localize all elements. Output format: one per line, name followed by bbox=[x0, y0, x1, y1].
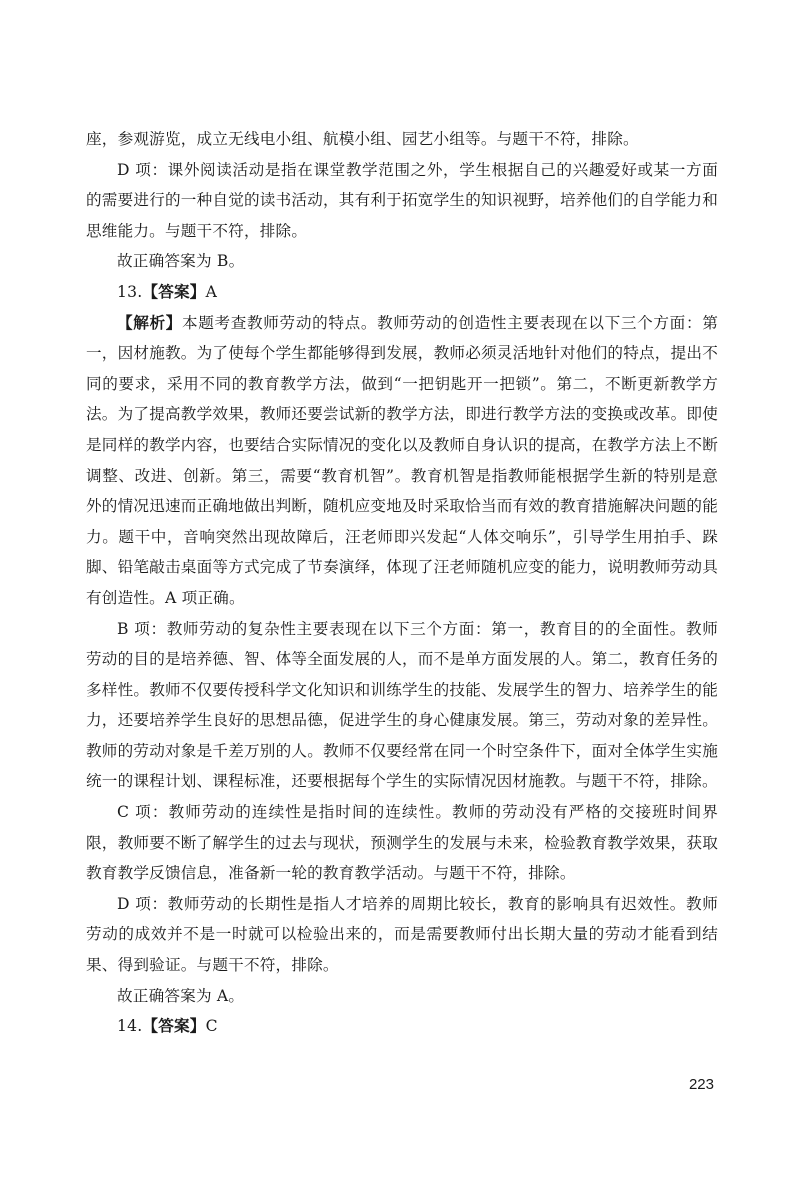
page-number: 223 bbox=[688, 1076, 714, 1093]
answer-label: 【答案】 bbox=[142, 282, 206, 301]
paragraph-text: 故正确答案为 B。 bbox=[117, 252, 245, 271]
answer-value: A bbox=[205, 282, 218, 301]
paragraph-option-b-complexity bbox=[86, 614, 718, 798]
paragraph-text: 故正确答案为 A。 bbox=[117, 986, 245, 1005]
question-13-analysis bbox=[86, 308, 718, 614]
paragraph-text: D 项：教师劳动的长期性是指人才培养的周期比较长，教育的影响具有迟效性。教师劳动的成效并不是一时就可以检验出来的，而是需要教师付出长期大量的劳动才能看到结果、得到验证。与题干不符，排除。 bbox=[86, 894, 718, 975]
paragraph-text: 本题考查教师劳动的特点。教师劳动的创造性主要表现在以下三个方面：第一，因材施教。为了使每个学生都能够得到发展，教师必须灵活地针对他们的特点，提出不同的要求，采用不同的教育教学方法，做到“一把钥匙开一把锁”。第二，不断更新教学方法。为了提高教学效果，教师还要尝试新的教学方法，即进行教学方法的变换或改革。即使是同样的教学内容，也要结合实际情况的变化以及教师自身认识的提高，在教学方法上不断调整、改进、创新。第三，需要“教育机智”。教育机智是指教师能根据学生新的特别是意外的情况迅速而正确地做出判断，随机应变地及时采取恰当而有效的教育措施解决问题的能力。题干中，音响突然出现故障后，汪老师即兴发起“人体交响乐”，引导学生用拍手、跺脚、铅笔敲击桌面等方式完成了节奏演绎，体现了汪老师随机应变的能力，说明教师劳动具有创造性。A 项正确。 bbox=[86, 313, 718, 607]
paragraph-continuation bbox=[86, 124, 718, 155]
question-13-answer bbox=[86, 277, 718, 308]
paragraph-option-c-continuity bbox=[86, 797, 718, 889]
paragraph-answer-conclusion-12 bbox=[86, 246, 718, 277]
paragraph-answer-conclusion-13 bbox=[86, 981, 718, 1012]
analysis-label: 【解析】 bbox=[117, 313, 183, 332]
question-14-answer bbox=[86, 1011, 718, 1042]
answer-value: C bbox=[205, 1017, 218, 1036]
answer-label: 【答案】 bbox=[142, 1017, 206, 1036]
paragraph-text: B 项：教师劳动的复杂性主要表现在以下三个方面：第一，教育目的的全面性。教师劳动的目的是培养德、智、体等全面发展的人，而不是单方面发展的人。第二，教育任务的多样性。教师不仅要传授科学文化知识和训练学生的技能、发展学生的智力、培养学生的能力，还要培养学生良好的思想品德，促进学生的身心健康发展。第三，劳动对象的差异性。教师的劳动对象是千差万别的人。教师不仅要经常在同一个时空条件下，面对全体学生实施统一的课程计划、课程标准，还要根据每个学生的实际情况因材施教。与题干不符，排除。 bbox=[86, 619, 718, 791]
paragraph-text: 座，参观游览，成立无线电小组、航模小组、园艺小组等。与题干不符，排除。 bbox=[86, 130, 639, 148]
paragraph-option-d-reading bbox=[86, 155, 718, 247]
page-body bbox=[86, 124, 718, 1042]
paragraph-text: C 项：教师劳动的连续性是指时间的连续性。教师的劳动没有严格的交接班时间界限，教师要不断了解学生的过去与现状，预测学生的发展与未来，检验教育教学效果，获取教育教学反馈信息，准备新一轮的教育教学活动。与题干不符，排除。 bbox=[86, 803, 718, 883]
question-number: 14. bbox=[117, 1017, 143, 1036]
question-number: 13. bbox=[117, 282, 143, 301]
paragraph-text: D 项：课外阅读活动是指在课堂教学范围之外，学生根据自己的兴趣爱好或某一方面的需要进行的一种自觉的读书活动，其有利于拓宽学生的知识视野，培养他们的自学能力和思维能力。与题干不符，排除。 bbox=[86, 160, 718, 240]
paragraph-option-d-long-term bbox=[86, 889, 718, 981]
